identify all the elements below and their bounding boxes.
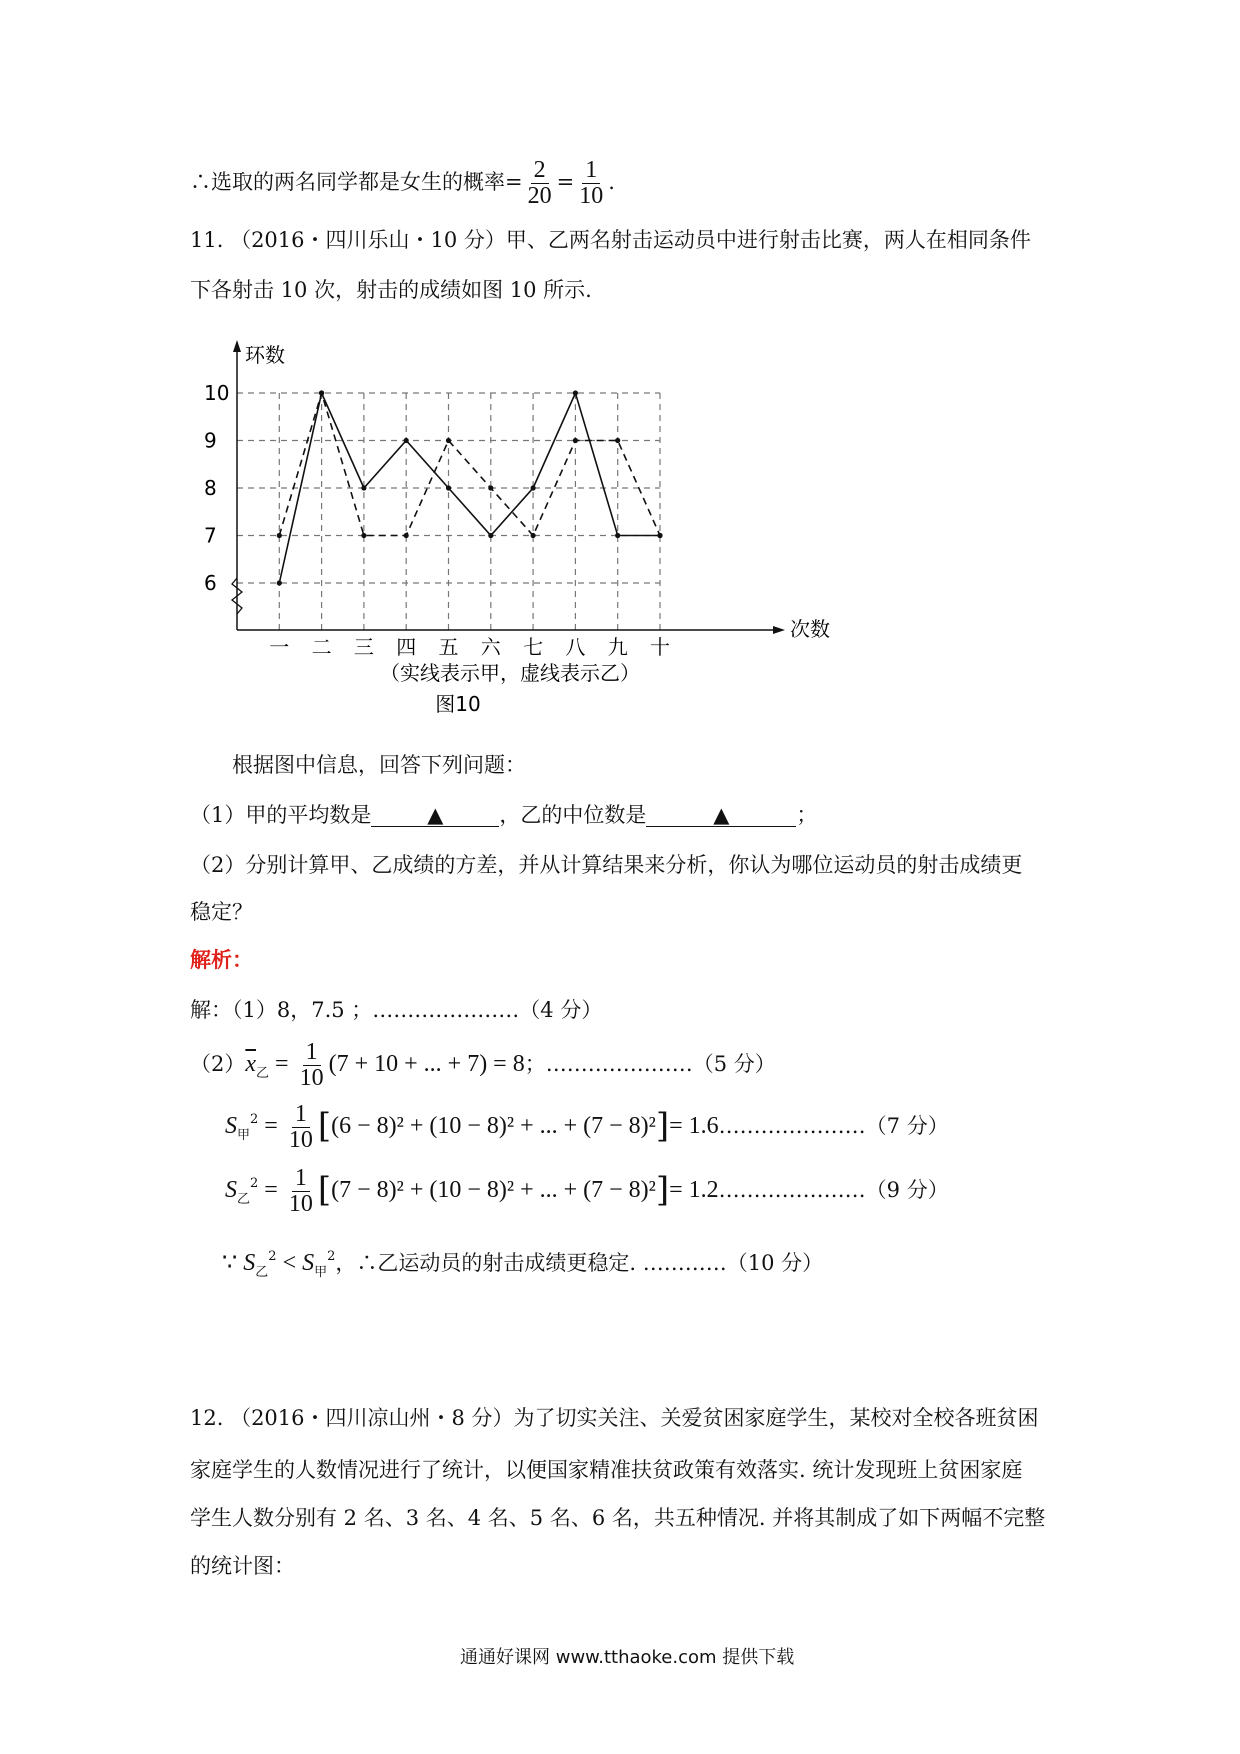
question-2-line2: 稳定？ <box>190 900 253 924</box>
x-axis-arrow <box>773 626 785 634</box>
fraction-1-10-var-jia: $\frac{1}{10}$ <box>288 1101 313 1154</box>
question-1: （1）甲的平均数是 ▲ ，乙的中位数是 ▲ ； <box>190 803 818 827</box>
solution-step-3: $S_甲^2$ = $\frac{1}{10}$ [(6 − 8)² + (10 − 8)² + ... + (7 − 8)²]= 1.6…………………（7 分） <box>225 1101 949 1154</box>
fraction-2-20: $\frac{2}{20}$ <box>527 157 552 210</box>
probability-text: ∴选取的两名同学都是女生的概率= <box>190 170 523 195</box>
q11-line2: 下各射击 10 次，射击的成绩如图 10 所示. <box>190 278 592 302</box>
x-tick-label: 七 <box>523 635 544 659</box>
y-axis-arrow <box>233 340 241 352</box>
answer-blank-2[interactable]: ▲ <box>646 805 796 827</box>
y-tick-label: 6 <box>204 571 217 595</box>
data-point <box>615 438 620 443</box>
fraction-1-10: $\frac{1}{10}$ <box>579 157 604 210</box>
data-point <box>657 533 662 538</box>
y-tick-label: 9 <box>204 428 217 453</box>
y-axis-label: 环数 <box>245 343 285 367</box>
data-point <box>615 533 620 538</box>
x-tick-label: 五 <box>438 635 459 659</box>
data-point <box>361 485 366 490</box>
fraction-1-10-var-yi: $\frac{1}{10}$ <box>288 1165 313 1218</box>
y-tick-labels <box>204 381 229 595</box>
data-point <box>488 485 493 490</box>
probability-line: ∴选取的两名同学都是女生的概率= $\frac{2}{20}$ = $\frac{1}{10}$ . <box>190 157 615 210</box>
chart-grid <box>237 393 660 630</box>
solution-step-1: 解：（1）8，7.5 ；…………………（4 分） <box>190 998 603 1022</box>
data-point <box>277 533 282 538</box>
x-tick-label: 八 <box>565 635 586 659</box>
solution-step-2: $(2)\overline{x}_乙$ = $\frac{1}{10}$ (7 + 10 + ... + 7) = 8；…………………（5 分） <box>190 1039 776 1092</box>
question-2-line1: （2）分别计算甲、乙成绩的方差，并从计算结果来分析，你认为哪位运动员的射击成绩更 <box>190 853 1023 877</box>
x-tick-label: 十 <box>650 635 670 659</box>
questions-intro: 根据图中信息，回答下列问题： <box>232 753 526 777</box>
q12-line3: 学生人数分别有 2 名、3 名、4 名、5 名、6 名，共五种情况. 并将其制成了如下两幅不完整 <box>190 1506 1046 1530</box>
data-point <box>404 438 409 443</box>
chart-note: （实线表示甲，虚线表示乙） <box>380 661 640 685</box>
page-footer: 通通好课网 www.tthaoke.com 提供下载 <box>460 1647 795 1668</box>
x-axis-label: 次数 <box>790 617 830 641</box>
y-tick-label: 8 <box>204 476 217 500</box>
x-tick-label: 二 <box>311 635 332 659</box>
x-tick-label: 三 <box>353 635 374 659</box>
q12-line1: 12. （2016・四川凉山州・8 分）为了切实关注、关爱贫困家庭学生，某校对全校各班贫困 <box>190 1406 1039 1430</box>
fraction-1-10-mean: $\frac{1}{10}$ <box>299 1039 324 1092</box>
x-tick-label: 九 <box>607 635 628 659</box>
x-tick-label: 一 <box>269 635 290 659</box>
y-tick-label: 7 <box>204 523 217 548</box>
chart-caption: 图10 <box>435 692 481 716</box>
data-point <box>573 390 578 395</box>
series-line-yi <box>279 393 660 536</box>
data-point <box>531 485 536 490</box>
answer-blank-1[interactable]: ▲ <box>371 805 499 827</box>
analysis-label: 解析： <box>190 948 253 972</box>
x-tick-label: 四 <box>396 635 417 659</box>
q12-line2: 家庭学生的人数情况进行了统计，以便国家精准扶贫政策有效落实. 统计发现班上贫困家庭 <box>190 1458 1023 1482</box>
data-point <box>361 533 366 538</box>
data-point <box>531 533 536 538</box>
data-point <box>446 438 451 443</box>
data-point <box>573 438 578 443</box>
data-point <box>446 485 451 490</box>
q11-line1: 11. （2016・四川乐山・10 分）甲、乙两名射击运动员中进行射击比赛，两人在相同条件 <box>190 228 1031 252</box>
data-point <box>404 533 409 538</box>
y-tick-label: 10 <box>204 381 230 405</box>
q12-line4: 的统计图： <box>190 1554 295 1578</box>
shooting-score-chart <box>190 340 830 730</box>
data-point <box>277 580 282 585</box>
x-tick-label: 六 <box>480 635 501 659</box>
solution-step-4: $S_乙^2$ = $\frac{1}{10}$ [(7 − 8)² + (10 − 8)² + ... + (7 − 8)²]= 1.2…………………（9 分） <box>225 1165 949 1218</box>
x-tick-labels <box>269 635 670 659</box>
data-point <box>488 533 493 538</box>
solution-conclusion: ∵ $S_乙^2 < S_甲^2$，∴乙运动员的射击成绩更稳定. …………（10 分） <box>222 1249 824 1280</box>
data-point <box>319 390 324 395</box>
